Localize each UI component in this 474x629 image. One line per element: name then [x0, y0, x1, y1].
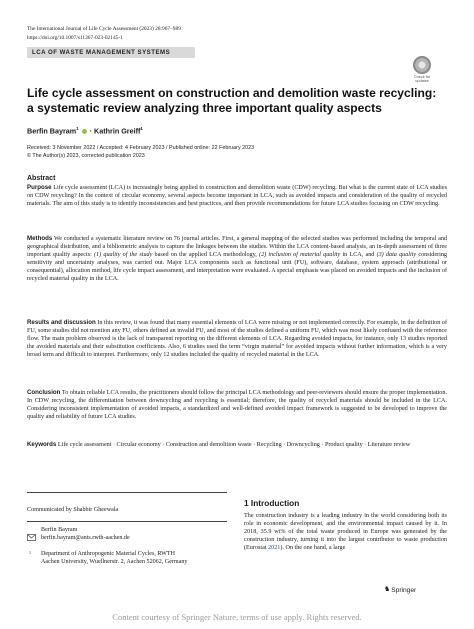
orcid-icon[interactable]	[82, 129, 87, 134]
intro-text-a: The construction industry is a leading industry in the world considering both its role in economic development, and the environmental impact caused by it. In 2018, 35.9 wt% of the total waste produced in Europe was generated by the construction industry, turning it into the largest contributor to waste production (Eurostat	[244, 513, 447, 552]
methods-text-b: based on the applied LCA methodology,	[152, 252, 260, 259]
corresponding-author-name: Berfin Bayram	[41, 527, 78, 533]
introduction-text	[244, 512, 447, 552]
affiliation-line-2: Aachen University, Wuellnerstr. 2, Aachen 52062, Germany	[41, 559, 188, 565]
abstract-heading: Abstract	[27, 175, 56, 182]
results-label: Results and discussion	[27, 319, 96, 326]
check-updates-label: Check for updates	[413, 75, 431, 83]
affiliation-marker: 1	[29, 550, 31, 555]
author-2-affiliation: 1	[140, 126, 143, 131]
methods-label: Methods	[27, 235, 53, 242]
springer-horse-icon: ♞	[384, 586, 391, 593]
journal-citation: The International Journal of Life Cycle Assessment (2023) 28:967–989	[27, 26, 181, 32]
affiliation-line-1: Department of Anthropogenic Material Cycles, RWTH	[41, 551, 176, 557]
methods-text-c: in LCA, and	[340, 252, 377, 259]
title-line-1: Life cycle assessment on construction and demolition waste recycling:	[27, 86, 437, 100]
corresponding-author-email[interactable]: berfin.bayram@ants.rwth-aachen.de	[41, 535, 130, 541]
footnote-divider	[27, 521, 227, 522]
purpose-label: Purpose	[27, 184, 52, 191]
communicated-by: Communicated by Shabbir Gheewala	[27, 507, 119, 513]
author-1-affiliation: 1	[76, 126, 79, 131]
email-icon	[27, 528, 38, 546]
methods-aspect-3: (3) data quality	[376, 252, 417, 259]
section-banner: LCA OF WASTE MANAGEMENT SYSTEMS	[27, 47, 195, 58]
check-updates-icon	[413, 56, 431, 74]
conclusion-label: Conclusion	[27, 389, 61, 396]
methods-aspect-2: (2) inclusion of material quality	[259, 252, 341, 259]
abstract-conclusion	[27, 389, 447, 421]
abstract-methods	[27, 235, 447, 284]
check-for-updates-button[interactable]	[409, 56, 435, 82]
publication-dates: Received: 3 November 2022 / Accepted: 4 February 2023 / Published online: 22 February 2023	[27, 145, 255, 151]
footnote-divider-top	[27, 492, 227, 493]
author-name-2[interactable]: Kathrin Greiff	[94, 126, 141, 136]
introduction-heading: 1 Introduction	[244, 498, 300, 508]
keywords-label: Keywords	[27, 441, 57, 448]
citation-link[interactable]: 2021	[268, 545, 281, 552]
results-text: In this review, it was found that many essential elements of LCA were missing or not implemented correctly. For example, in the definition of FU, some studies did not mention any FU, others defined an invalid FU, and most of the studies defined a uniform FU, which was most likely confused with the reference flow. The main problem observed is the lack of transparent reporting on the different elements of LCA. Regarding avoided impacts, for instance, only 13 studies reported the avoided materials and their substitution coefficients. Also, 6 studies used the term “virgin material” for avoided impacts without further information, which is a very broad term and difficult to interpret. Furthermore, only 12 studies included the quality of recycled material in the LCA.	[27, 320, 447, 359]
purpose-text: Life cycle assessment (LCA) is increasingly being applied to construction and demolition waste (CDW) recycling. But what is the current state of LCA studies on CDW recycling? In the context of circular economy, several aspects become important in LCA, such as avoided impacts and consideration of the quality of recycled materials. The aim of this study is to identify inconsistencies and best practices, and then provide recommendations for future LCA studies focusing on CDW recycling.	[27, 185, 447, 208]
keywords-text: Life cycle assessment · Circular economy · Construction and demolition waste · Recycling · Downcycling · Product quality · Literature review	[57, 442, 411, 448]
methods-text-d: considering sensitivity and uncertainty analyses, was carried out. Major LCA components such as functional unit (FU), software, database, system approach (attributional or consequential), allocation method, life cycle impact assessment, and interpretation were evaluated. A special emphasis was placed on avoided impacts and the inclusion of recycled material quality in the LCA.	[27, 252, 447, 283]
publisher-name: Springer	[391, 586, 417, 594]
methods-aspect-1: (1) quality of the study	[94, 252, 153, 259]
footer-credit: Content courtesy of Springer Nature, terms of use apply. Rights reserved.	[112, 612, 362, 622]
keywords	[27, 441, 447, 449]
title-line-2: a systematic review analyzing three important quality aspects	[27, 101, 382, 115]
conclusion-text: To obtain reliable LCA results, the practitioners should follow the principal LCA methodology and peer-reviewers should ensure the proper implementation. In CDW recycling, the differentiation between downcycling and recycling is essential; therefore, the quality of recycled materials should be included in the LCA. Considering inconsistent implementation of avoided impacts, a standardized and well-defined avoided impact framework is suggested to be developed to improve the quality and reliability of future LCA studies.	[27, 390, 447, 421]
author-list	[27, 124, 327, 135]
article-title	[27, 86, 447, 116]
author-separator: ·	[87, 126, 95, 136]
copyright-notice: © The Author(s) 2023, corrected publication 2023	[27, 153, 145, 159]
abstract-results	[27, 319, 447, 359]
methods-text-a: We conducted a systematic literature review on 76 journal articles. First, a general mapping of the selected studies was performed including the temporal and geographical distribution, and a bibliometric analysis to capture the linkages between the studies. Within the LCA content-based analysis, an in-depth assessment of three important quality aspects:	[27, 236, 447, 259]
publisher-logo	[384, 586, 444, 595]
doi-link[interactable]: https://doi.org/10.1007/s11367-023-02145-1	[27, 35, 123, 41]
abstract-purpose	[27, 184, 447, 208]
author-name-1[interactable]: Berfin Bayram	[27, 126, 77, 136]
intro-text-b: ). On the one hand, a large	[280, 545, 346, 552]
